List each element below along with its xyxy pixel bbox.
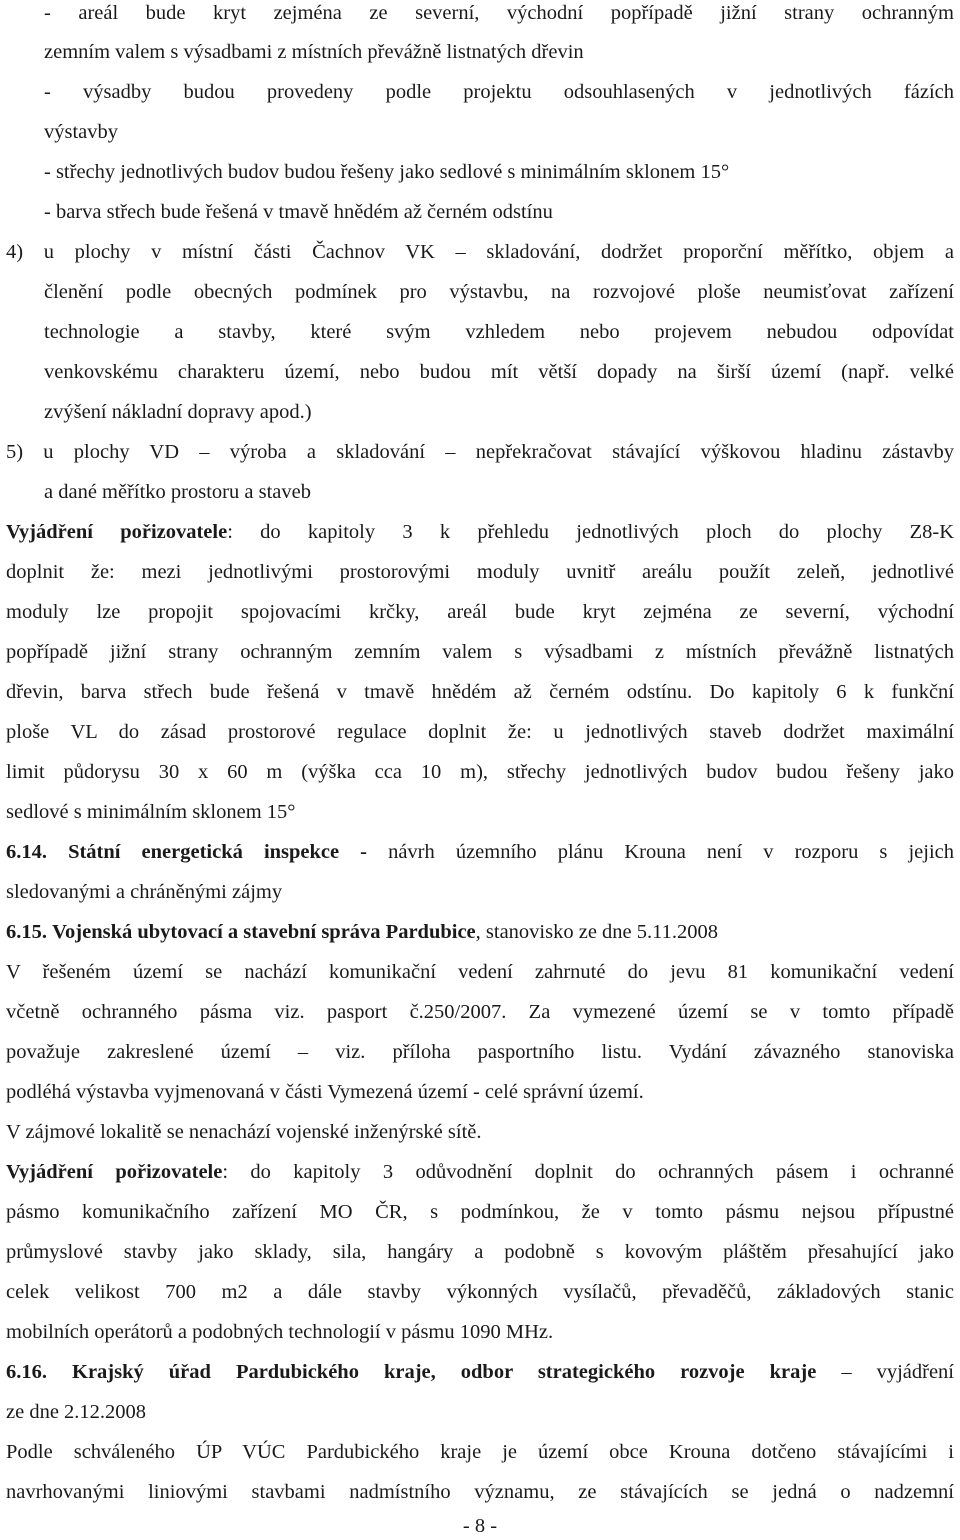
section-614-text: návrh územního plánu Krouna není v rozporu s jejich [367, 841, 954, 863]
statement-1-line-2: doplnit že: mezi jednotlivými prostorovými moduly uvnitř areálu použít zeleň, jednotlivé [6, 561, 954, 583]
section-615-number: 6.15. [6, 921, 47, 943]
statement-1-line-1 [6, 519, 954, 545]
bullet-2-line-1: - výsadby budou provedeny podle projektu odsouhlasených v jednotlivých fázích [44, 81, 954, 103]
section-614-number: 6.14. [6, 841, 47, 863]
bullet-3-line-1: - střechy jednotlivých budov budou řešeny jako sedlové s minimálním sklonem 15° [44, 161, 730, 183]
section-615-line-4: považuje zakreslené území – viz. příloha pasportního listu. Vydání závazného stanoviska [6, 1041, 954, 1063]
section-615-title: Vojenská ubytovací a stavební správa Pardubice [52, 921, 476, 943]
statement-1-line-6: ploše VL do zásad prostorové regulace doplnit že: u jednotlivých staveb dodržet maximální [6, 721, 954, 743]
bullet-2-line-2: výstavby [44, 121, 119, 143]
statement-1-line-8: sedlové s minimálním sklonem 15° [6, 801, 296, 823]
section-616-text: – vyjádření [816, 1361, 954, 1383]
section-616-number: 6.16. [6, 1361, 47, 1383]
bullet-1-line-1: - areál bude kryt zejména ze severní, východní popřípadě jižní strany ochranným [44, 2, 954, 24]
section-616-heading [6, 1359, 954, 1385]
page-number: - 8 - [462, 1515, 498, 1537]
bullet-4-line-1: - barva střech bude řešená v tmavě hnědém až černém odstínu [44, 201, 553, 223]
statement-1-line-4: popřípadě jižní strany ochranným zemním valem s výsadbami z místních převážně listnatých [6, 641, 954, 663]
section-615-text: , stanovisko ze dne 5.11.2008 [475, 921, 719, 943]
item-5-line-1: 5) u plochy VD – výroba a skladování – nepřekračovat stávající výškovou hladinu zástavby [6, 441, 954, 463]
bullet-1-line-2: zemním valem s výsadbami z místních převážně listnatých dřevin [44, 41, 584, 63]
item-4-line-4: venkovskému charakteru území, nebo budou mít větší dopady na širší území (např. velké [44, 361, 954, 383]
section-615-heading [6, 919, 954, 945]
section-616-line-4: navrhovanými liniovými stavbami nadmístního významu, ze stávajících se jedná o nadzemní [6, 1481, 954, 1503]
section-614-line-2: sledovanými a chráněnými zájmy [6, 881, 283, 903]
statement-2-text: : do kapitoly 3 odůvodnění doplnit do ochranných pásem i ochranné [222, 1161, 954, 1183]
statement-1-line-3: moduly lze propojit spojovacími krčky, areál bude kryt zejména ze severní, východní [6, 601, 954, 623]
statement-2-label: Vyjádření pořizovatele [6, 1161, 223, 1183]
item-4-line-2: členění podle obecných podmínek pro výstavbu, na rozvojové ploše neumisťovat zařízení [44, 281, 954, 303]
item-4-line-5: zvýšení nákladní dopravy apod.) [44, 401, 312, 423]
section-616-title: Krajský úřad Pardubického kraje, odbor strategického rozvoje kraje [72, 1361, 817, 1383]
section-616-line-3: Podle schváleného ÚP VÚC Pardubického kraje je území obce Krouna dotčeno stávajícími i [6, 1441, 954, 1463]
section-616-line-2: ze dne 2.12.2008 [6, 1401, 147, 1423]
statement-1-label: Vyjádření pořizovatele [6, 521, 228, 543]
item-5-line-2: a dané měřítko prostoru a staveb [44, 481, 311, 503]
section-615-line-6: V zájmové lokalitě se nenachází vojenské inženýrské sítě. [6, 1121, 482, 1143]
statement-1-text: : do kapitoly 3 k přehledu jednotlivých ploch do plochy Z8-K [227, 521, 954, 543]
statement-1-line-5: dřevin, barva střech bude řešená v tmavě hnědém až černém odstínu. Do kapitoly 6 k funkční [6, 681, 954, 703]
section-614-title: Státní energetická inspekce - [68, 841, 368, 863]
statement-2-line-3: průmyslové stavby jako sklady, sila, hangáry a podobně s kovovým pláštěm přesahující jako [6, 1241, 954, 1263]
statement-2-line-1 [6, 1159, 954, 1185]
statement-2-line-2: pásmo komunikačního zařízení MO ČR, s podmínkou, že v tomto pásmu nejsou přípustné [6, 1201, 954, 1223]
statement-1-line-7: limit půdorysu 30 x 60 m (výška cca 10 m), střechy jednotlivých budov budou řešeny jako [6, 761, 954, 783]
section-614-heading [6, 839, 954, 865]
item-4-line-3: technologie a stavby, které svým vzhledem nebo projevem nebudou odpovídat [44, 321, 954, 343]
item-4-line-1: 4) u plochy v místní části Čachnov VK – skladování, dodržet proporční měřítko, objem a [6, 241, 954, 263]
section-615-line-5: podléhá výstavba vyjmenovaná v části Vymezená území - celé správní území. [6, 1081, 644, 1103]
statement-2-line-4: celek velikost 700 m2 a dále stavby výkonných vysílačů, převaděčů, základových stanic [6, 1281, 954, 1303]
statement-2-line-5: mobilních operátorů a podobných technologií v pásmu 1090 MHz. [6, 1321, 554, 1343]
section-615-line-2: V řešeném území se nachází komunikační vedení zahrnuté do jevu 81 komunikační vedení [6, 961, 954, 983]
section-615-line-3: včetně ochranného pásma viz. pasport č.250/2007. Za vymezené území se v tomto případě [6, 1001, 954, 1023]
